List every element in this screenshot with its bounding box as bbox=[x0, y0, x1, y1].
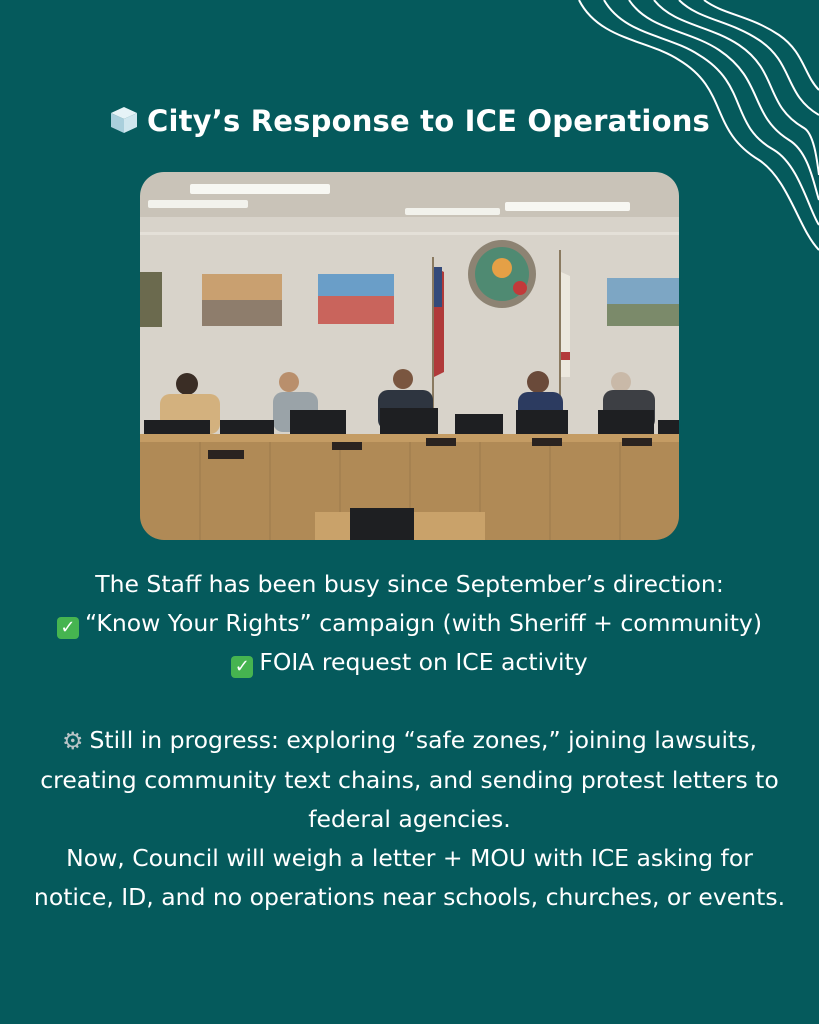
done-item: ✓ FOIA request on ICE activity bbox=[30, 643, 789, 682]
check-mark-icon: ✓ bbox=[57, 617, 79, 639]
done-item: ✓ “Know Your Rights” campaign (with Sheriff + community) bbox=[30, 604, 789, 643]
title-text: City’s Response to ICE Operations bbox=[146, 104, 711, 138]
ice-cube-icon bbox=[109, 105, 139, 142]
intro-line: The Staff has been busy since September’s direction: bbox=[95, 570, 724, 598]
body-text bbox=[30, 565, 789, 917]
council-meeting-photo bbox=[140, 172, 679, 540]
page-title bbox=[0, 104, 819, 142]
gear-icon: ⚙ bbox=[61, 727, 84, 755]
check-mark-icon: ✓ bbox=[231, 656, 253, 678]
progress-item: ⚙ Still in progress: exploring “safe zones,” joining lawsuits, creating community text chains, and sending protest letters to federal agencies. bbox=[30, 721, 789, 839]
council-line: Now, Council will weigh a letter + MOU with ICE asking for notice, ID, and no operations near schools, churches, or events. bbox=[33, 844, 786, 911]
